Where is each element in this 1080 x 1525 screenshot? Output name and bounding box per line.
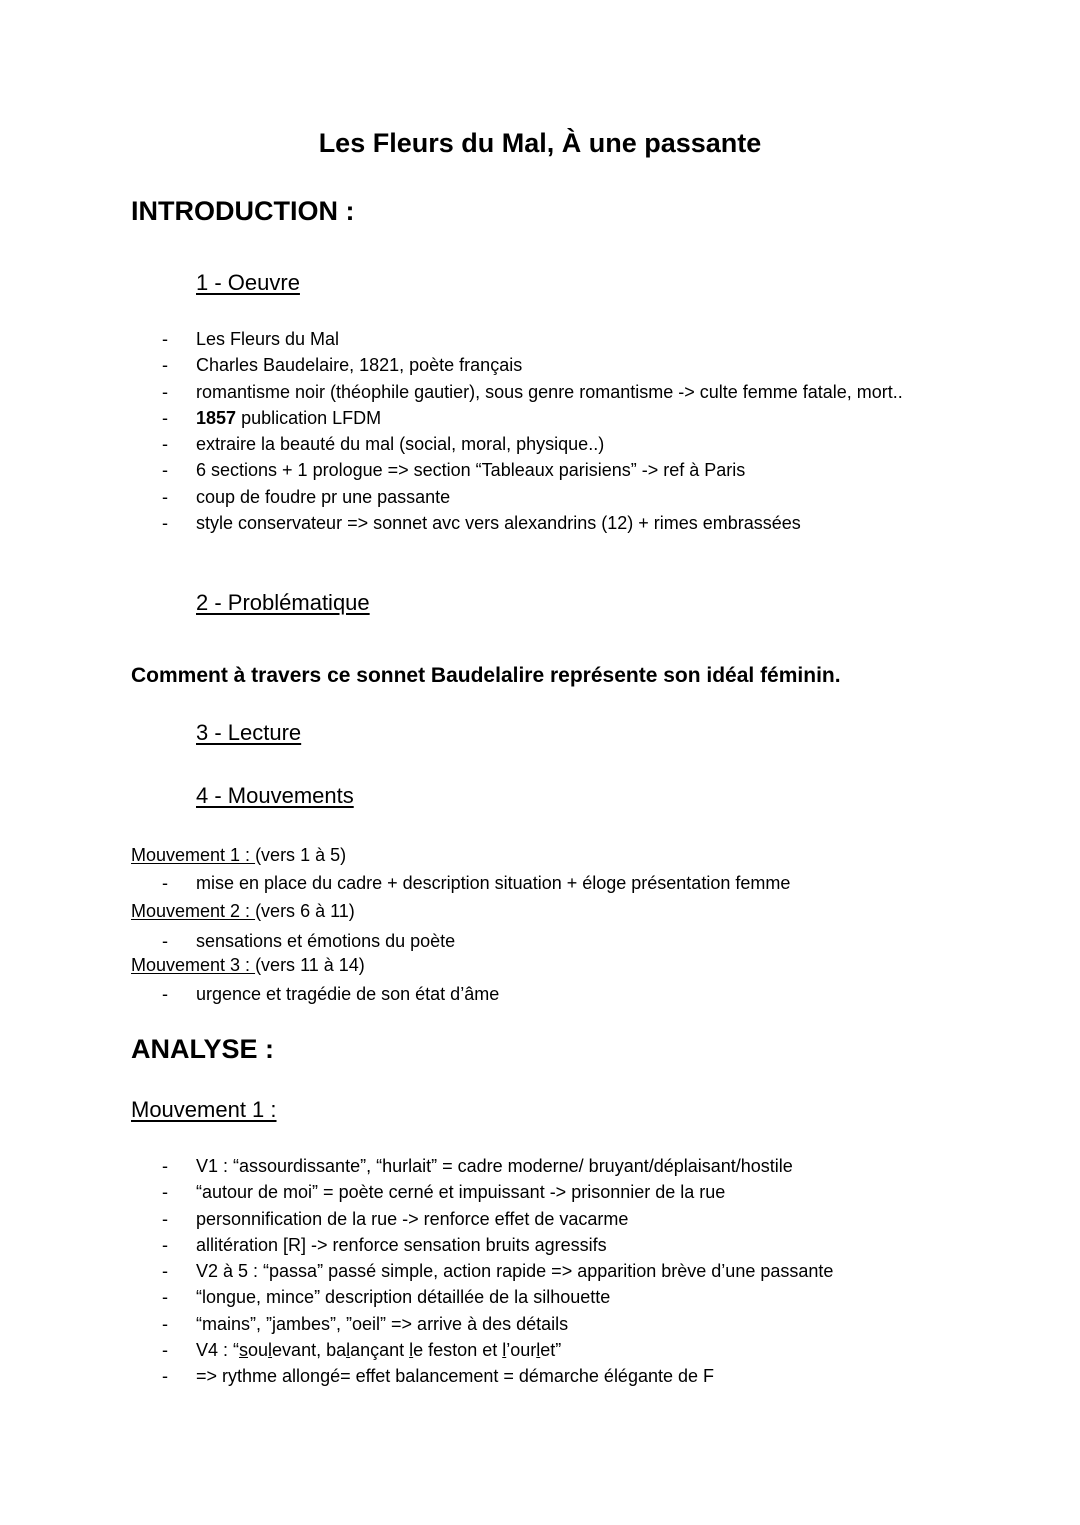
- list-item-v4: - V4 : “soulevant, balançant le feston et l’ourlet”: [0, 1337, 931, 1363]
- list-item: - romantisme noir (théophile gautier), sous genre romantisme -> culte femme fatale, mort..: [0, 379, 931, 405]
- list-item: - mise en place du cadre + description situation + éloge présentation femme: [0, 870, 931, 896]
- list-item: - Charles Baudelaire, 1821, poète français: [0, 352, 931, 378]
- dash-bullet: -: [162, 1340, 168, 1361]
- analyse-mouvement-1-list: [0, 1153, 931, 1390]
- list-item: - “autour de moi” = poète cerné et impuissant -> prisonnier de la rue: [0, 1179, 931, 1205]
- mouvement-2-line: Mouvement 2 : (vers 6 à 11): [131, 901, 355, 921]
- publication-year: 1857: [196, 407, 237, 428]
- mouvement-1-line: Mouvement 1 : (vers 1 à 5): [131, 845, 347, 865]
- dash-bullet: -: [162, 1366, 168, 1387]
- mouvement-1-list: [0, 870, 931, 896]
- mouvement-3-list: [0, 981, 931, 1007]
- dash-bullet: -: [162, 1182, 168, 1203]
- dash-bullet: -: [162, 329, 168, 349]
- list-item: - 6 sections + 1 prologue => section “Tableaux parisiens” -> ref à Paris: [0, 457, 931, 483]
- introduction-heading: INTRODUCTION :: [131, 196, 355, 226]
- dash-bullet: -: [162, 1234, 168, 1255]
- list-item: - coup de foudre pr une passante: [0, 484, 931, 510]
- list-item: - urgence et tragédie de son état d’âme: [0, 981, 931, 1007]
- problematique-question: Comment à travers ce sonnet Baudelalire représente son idéal féminin.: [131, 664, 841, 687]
- list-item: - 1857 publication LFDM: [0, 405, 931, 431]
- list-item: - allitération [R] -> renforce sensation bruits agressifs: [0, 1232, 931, 1258]
- dash-bullet: -: [162, 1156, 168, 1176]
- list-item: - sensations et émotions du poète: [0, 928, 931, 954]
- document-title: Les Fleurs du Mal, À une passante: [318, 128, 762, 158]
- dash-bullet: -: [162, 1313, 168, 1334]
- analyse-heading: ANALYSE :: [131, 1034, 275, 1064]
- list-item: - => rythme allongé= effet balancement = démarche élégante de F: [0, 1363, 931, 1389]
- list-item: - “longue, mince” description détaillée de la silhouette: [0, 1284, 931, 1310]
- mouvements-heading: 4 - Mouvements: [196, 783, 354, 808]
- oeuvre-list: [0, 326, 931, 536]
- dash-bullet: -: [162, 931, 168, 951]
- mouvement-2-list: [0, 928, 931, 954]
- mouvement-3-line: Mouvement 3 : (vers 11 à 14): [131, 955, 365, 975]
- dash-bullet: -: [162, 1287, 168, 1308]
- dash-bullet: -: [162, 355, 168, 376]
- list-item: - “mains”, ”jambes”, ”oeil” => arrive à des détails: [0, 1311, 931, 1337]
- dash-bullet: -: [162, 434, 168, 455]
- dash-bullet: -: [162, 486, 168, 507]
- list-item: - V2 à 5 : “passa” passé simple, action rapide => apparition brève d’une passante: [0, 1258, 931, 1284]
- problematique-heading: 2 - Problématique: [196, 590, 370, 615]
- dash-bullet: -: [162, 460, 168, 481]
- dash-bullet: -: [162, 407, 168, 428]
- list-item: - extraire la beauté du mal (social, moral, physique..): [0, 431, 931, 457]
- list-item: - style conservateur => sonnet avc vers alexandrins (12) + rimes embrassées: [0, 510, 931, 536]
- dash-bullet: -: [162, 1261, 168, 1282]
- dash-bullet: -: [162, 381, 168, 402]
- dash-bullet: -: [162, 984, 168, 1004]
- dash-bullet: -: [162, 513, 168, 534]
- oeuvre-heading: 1 - Oeuvre: [196, 270, 300, 295]
- list-item: - personnification de la rue -> renforce effet de vacarme: [0, 1206, 931, 1232]
- dash-bullet: -: [162, 873, 168, 893]
- list-item: - V1 : “assourdissante”, “hurlait” = cadre moderne/ bruyant/déplaisant/hostile: [0, 1153, 931, 1179]
- list-item: - Les Fleurs du Mal: [0, 326, 931, 352]
- lecture-heading: 3 - Lecture: [196, 720, 302, 745]
- analyse-mouvement-1-heading: Mouvement 1 :: [131, 1097, 277, 1122]
- dash-bullet: -: [162, 1208, 168, 1229]
